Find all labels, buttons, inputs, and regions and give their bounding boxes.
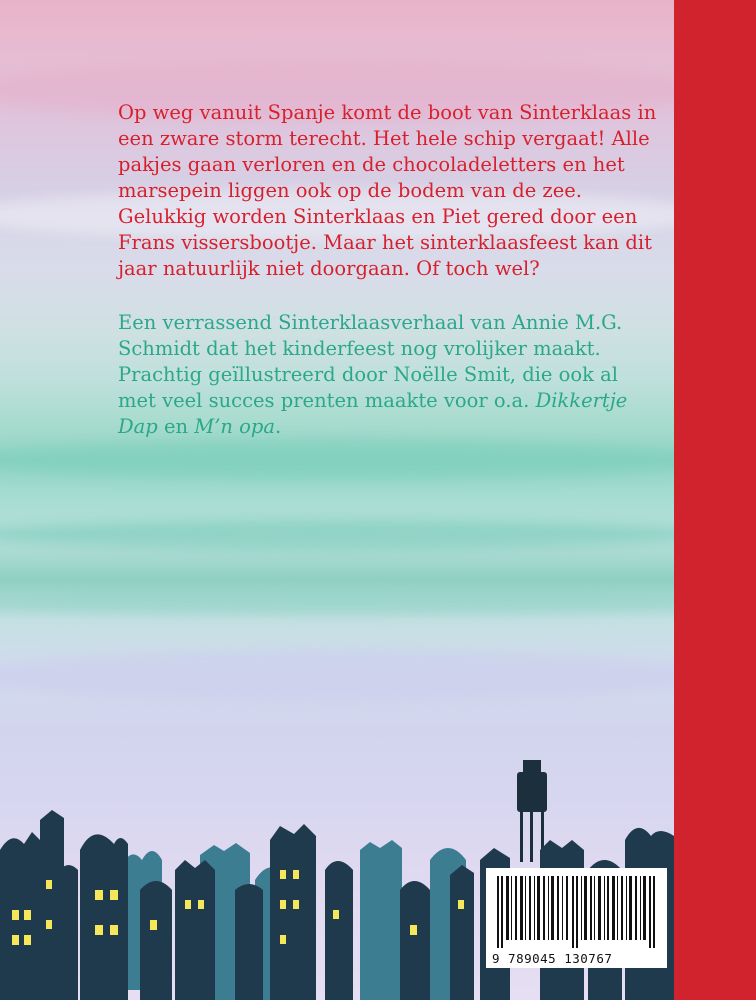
blurb-paragraph-1: Op weg vanuit Spanje komt de boot van Sinterklaas in een zware storm terecht. Het hele schip vergaat! Alle pakjes gaan verloren en de chocoladeletters en het marsepein liggen ook op de bodem van de zee. Gelukkig worden Sinterklaas en Piet gered door een Frans vissersbootje. Maar het sinterklaasfeest kan dit jaar natuurlijk niet doorgaan. Of toch wel? <box>118 101 657 280</box>
barcode-bars <box>493 876 660 948</box>
blurb-connector: en <box>157 415 195 438</box>
sky-wash <box>0 520 674 550</box>
book-title-mn-opa: M’n opa <box>194 415 276 438</box>
water-tower <box>517 760 547 862</box>
blurb-end: . <box>275 415 282 438</box>
blurb-paragraph-2 <box>118 310 658 440</box>
sky-wash <box>0 650 674 700</box>
book-title-dikkertje-dap: Dikkertje Dap <box>118 389 628 438</box>
isbn-number: 9 789045 130767 <box>492 951 613 966</box>
red-spine-band <box>674 0 756 1000</box>
sky-wash <box>0 590 674 615</box>
blurb-paragraph-2-text: Een verrassend Sinterklaasverhaal van Annie M.G. Schmidt dat het kinderfeest nog vrolijker maakt. Prachtig geïllustreerd door Noëlle Smit, die ook al met veel succes prenten maakte voor o.a. <box>118 311 623 412</box>
sky-wash <box>0 440 674 480</box>
barcode <box>486 868 667 968</box>
